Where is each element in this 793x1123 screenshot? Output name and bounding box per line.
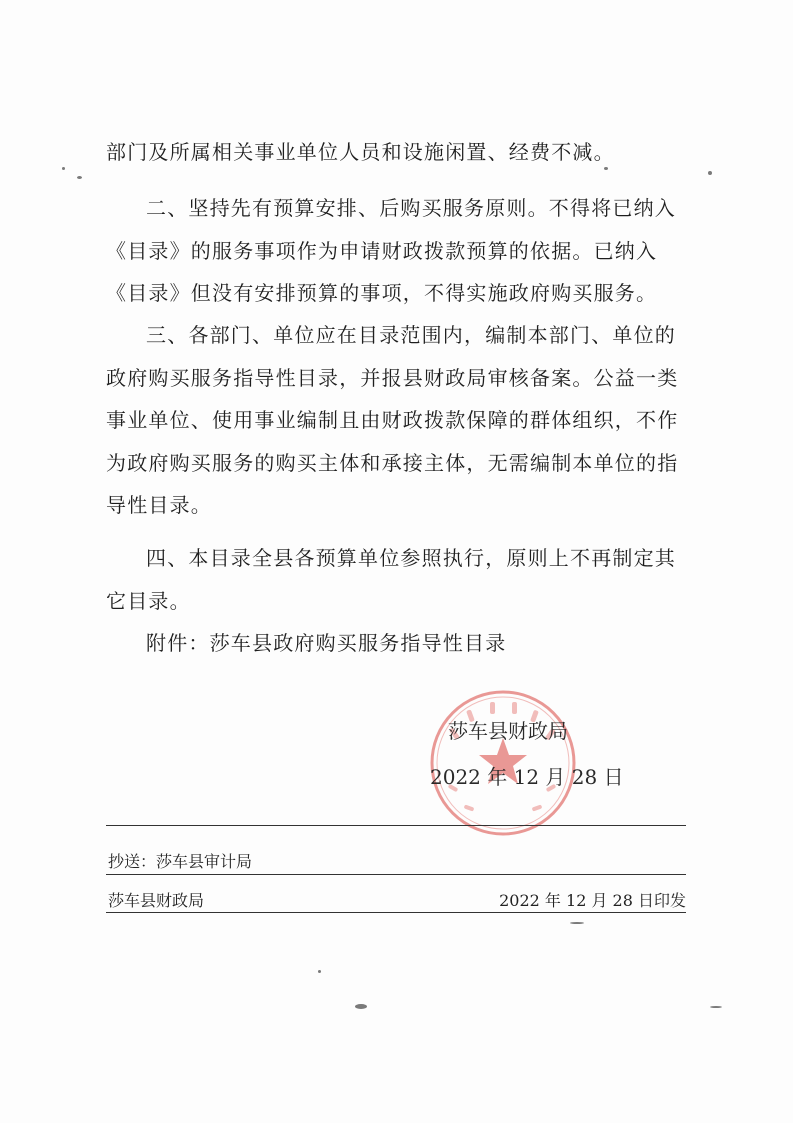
footer-rule-top: [106, 825, 686, 826]
scan-speck: [77, 176, 82, 179]
body-paragraph-2: 二、坚持先有预算安排、后购买服务原则。不得将已纳入《目录》的服务事项作为申请财政拨款预算的依据。已纳入《目录》但没有安排预算的事项，不得实施政府购买服务。: [106, 196, 676, 305]
attachment-line: 附件：莎车县政府购买服务指导性目录: [146, 631, 507, 655]
scan-speck: [62, 167, 65, 170]
issuer-name: 莎车县财政局: [108, 891, 205, 910]
scan-speck: [318, 970, 321, 973]
body-paragraph-1: 部门及所属相关事业单位人员和设施闲置、经费不减。: [106, 140, 615, 164]
footer-rule-middle: [106, 874, 686, 875]
signature-date: 2022 年 12 月 28 日: [430, 765, 624, 789]
scan-speck: [604, 167, 608, 170]
body-paragraph-4: 四、本目录全县各预算单位参照执行，原则上不再制定其它目录。: [106, 546, 676, 613]
body-paragraph-3: 三、各部门、单位应在目录范围内，编制本部门、单位的政府购买服务指导性目录，并报县财政局审核备案。公益一类事业单位、使用事业编制且由财政拨款保障的群体组织，不作为政府购买服务的购买主体和承接主体，无需编制本单位的指导性目录。: [106, 323, 679, 517]
scan-speck: [570, 922, 584, 924]
cc-line: 抄送：莎车县审计局: [108, 852, 253, 871]
scan-speck: [710, 1006, 722, 1008]
scan-speck: [708, 171, 712, 175]
scan-speck: [355, 1004, 367, 1009]
signature-org: 莎车县财政局: [448, 719, 568, 743]
issue-date: 2022 年 12 月 28 日印发: [499, 891, 686, 910]
footer-rule-bottom: [106, 912, 686, 913]
